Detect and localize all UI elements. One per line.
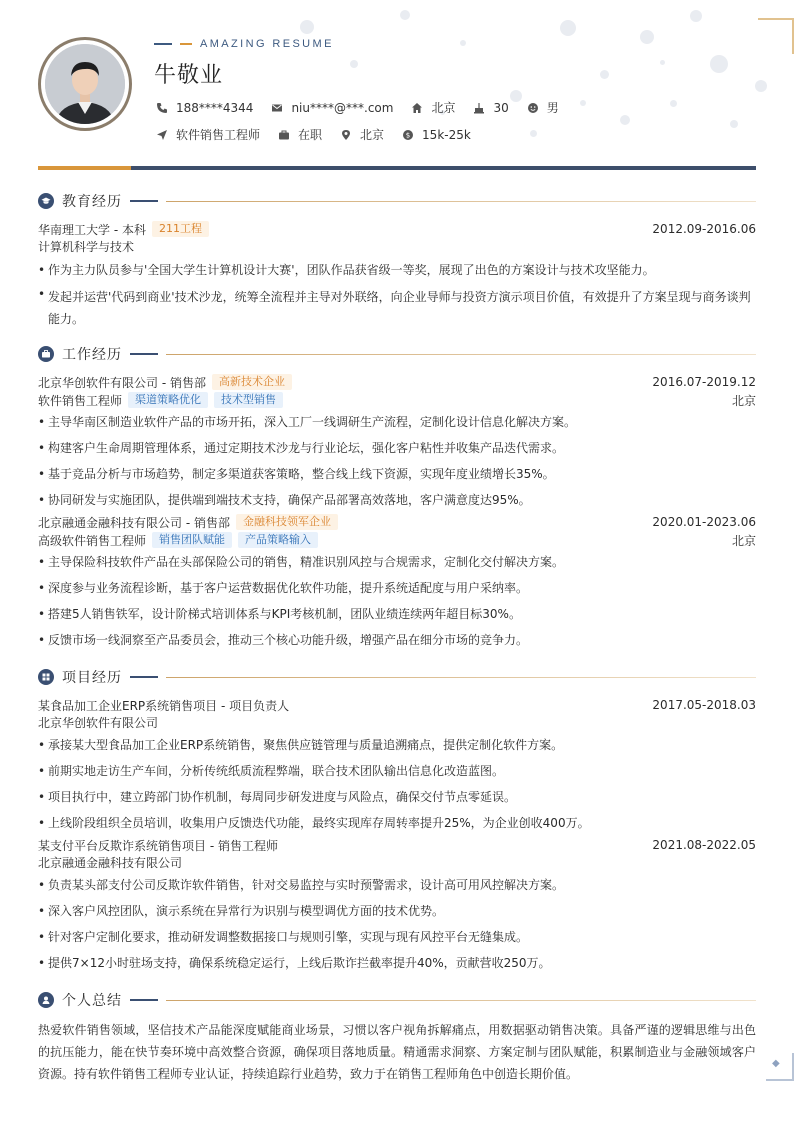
list-item: • 基于竞品分析与市场趋势，制定多渠道获客策略，整合线上线下资源，实现年度业绩增长35%。 (38, 461, 756, 487)
job-date: 2016.07-2019.12 (652, 375, 756, 389)
job-role: 高级软件销售工程师 (38, 533, 147, 548)
education-date: 2012.09-2016.06 (652, 222, 756, 236)
school-tag: 211工程 (152, 221, 209, 237)
tagline-text: AMAZING RESUME (200, 38, 334, 50)
avatar (45, 44, 125, 124)
contact-row (156, 99, 577, 116)
project-company: 北京华创软件有限公司 (38, 716, 159, 730)
section-header (38, 668, 756, 686)
phone-info (156, 101, 253, 115)
corner-decoration-bottom: ◆ (766, 1053, 794, 1081)
list-item: • 提供7×12小时驻场支持，确保系统稳定运行，上线后欺诈拦截率提升40%，贡献营收250万。 (38, 950, 756, 976)
company-name: 北京华创软件有限公司 - 销售部 (38, 375, 206, 390)
major: 计算机科学与技术 (38, 240, 135, 254)
email-info (271, 101, 393, 115)
gender-info (527, 99, 559, 116)
section-title: 教育经历 (62, 194, 122, 210)
phone-text: 188****4344 (176, 100, 254, 115)
job-city: 北京 (731, 533, 756, 548)
status-info (278, 126, 322, 143)
age-text: 30 (493, 100, 509, 115)
salary-info (402, 128, 471, 142)
location-pin-icon (340, 129, 352, 141)
role-tag: 产品策略输入 (238, 532, 318, 548)
list-item: • 主导保险科技软件产品在头部保险公司的销售，精准识别风控与合规需求，定制化交付解决方案。 (38, 549, 756, 575)
section-header (38, 192, 756, 210)
list-item: • 深入客户风控团队，演示系统在异常行为识别与模型调优方面的技术优势。 (38, 898, 756, 924)
job-entry (38, 513, 756, 653)
project-bullets (38, 732, 756, 836)
corner-decoration-top (758, 18, 794, 54)
project-name: 某支付平台反欺诈系统销售项目 - 销售工程师 (38, 838, 278, 853)
tagline (154, 38, 334, 50)
section-title: 工作经历 (62, 347, 122, 363)
resume-header (38, 36, 756, 156)
job-city: 北京 (731, 393, 756, 408)
project-entry (38, 836, 756, 976)
role-tag: 销售团队赋能 (152, 532, 232, 548)
position-text: 软件销售工程师 (176, 128, 261, 142)
job-role-row (38, 531, 756, 549)
company-tag: 高新技术企业 (212, 374, 292, 390)
list-item: • 反馈市场一线洞察至产品委员会，推动三个核心功能升级，增强产品在细分市场的竞争力。 (38, 627, 756, 653)
project-company: 北京融通金融科技有限公司 (38, 856, 183, 870)
job-entry (38, 373, 756, 513)
list-item: • 承接某大型食品加工企业ERP系统销售，聚焦供应链管理与质量追溯痛点，提供定制化软件方案。 (38, 732, 756, 758)
project-header (38, 836, 756, 854)
position-info (156, 126, 260, 143)
list-item: • 构建客户生命周期管理体系，通过定期技术沙龙与行业论坛，强化客户粘性并收集产品迭代需求。 (38, 435, 756, 461)
education-section (38, 192, 756, 330)
summary-section (38, 991, 756, 1085)
section-header (38, 991, 756, 1009)
job-date: 2020.01-2023.06 (652, 515, 756, 529)
section-header (38, 345, 756, 363)
job-header (38, 513, 756, 531)
job-header (38, 373, 756, 391)
list-item: • 主导华南区制造业软件产品的市场开拓，深入工厂一线调研生产流程，定制化设计信息化解决方案。 (38, 409, 756, 435)
list-item: • 针对客户定制化要求，推动研发调整数据接口与规则引擎，实现与现有风控平台无缝集成。 (38, 924, 756, 950)
job-role-row (38, 391, 756, 409)
education-row (38, 220, 756, 238)
candidate-name: 牛敬业 (154, 63, 224, 88)
list-item: • 协同研发与实施团队，提供端到端技术支持，确保产品部署高效落地，客户满意度达95%。 (38, 487, 756, 513)
job-role: 软件销售工程师 (38, 393, 123, 408)
project-entry (38, 696, 756, 836)
home-text: 北京 (431, 101, 456, 115)
company-name: 北京融通金融科技有限公司 - 销售部 (38, 515, 230, 530)
project-name: 某食品加工企业ERP系统销售项目 - 项目负责人 (38, 698, 290, 713)
role-tag: 渠道策略优化 (128, 392, 208, 408)
list-item: • 前期实地走访生产车间，分析传统纸质流程弊端，联合技术团队输出信息化改造蓝图。 (38, 758, 756, 784)
money-icon (402, 129, 414, 141)
project-date: 2017.05-2018.03 (652, 698, 756, 712)
list-item: • 深度参与业务流程诊断，基于客户运营数据优化软件功能，提升系统适配度与用户采纳率。 (38, 575, 756, 601)
gender-text: 男 (546, 101, 559, 115)
list-item: • 负责某头部支付公司反欺诈软件销售，针对交易监控与实时预警需求，设计高可用风控解决方案。 (38, 872, 756, 898)
location-info (340, 126, 384, 143)
phone-icon (156, 102, 168, 114)
list-item: • 发起并运营'代码到商业'技术沙龙，统筹全流程并主导对外联络，向企业导师与投资方演示项目价值，有效提升了方案呈现与商务谈判能力。 (38, 283, 756, 330)
status-text: 在职 (298, 128, 323, 142)
job-bullets (38, 549, 756, 653)
header-divider (38, 166, 756, 170)
location-text: 北京 (360, 128, 385, 142)
list-item: • 搭建5人销售铁军，设计阶梯式培训体系与KPI考核机制，团队业绩连续两年超目标30%。 (38, 601, 756, 627)
work-section (38, 345, 756, 653)
job-intent-row (156, 126, 489, 143)
user-icon (38, 992, 54, 1008)
svg-text:$: $ (405, 131, 411, 140)
list-item: • 上线阶段组织全员培训，收集用户反馈迭代功能，最终实现库存周转率提升25%，为企业创收400万。 (38, 810, 756, 836)
project-date: 2021.08-2022.05 (652, 838, 756, 852)
graduation-cap-icon (38, 193, 54, 209)
briefcase-icon (38, 346, 54, 362)
school-name: 华南理工大学 - 本科 (38, 222, 146, 237)
send-icon (156, 129, 168, 141)
home-icon (411, 102, 423, 114)
section-title: 个人总结 (62, 993, 122, 1009)
age-info (473, 101, 508, 115)
job-bullets (38, 409, 756, 513)
project-bullets (38, 872, 756, 976)
smiley-icon (527, 102, 539, 114)
salary-text: 15k-25k (422, 127, 471, 142)
section-title: 项目经历 (62, 670, 122, 686)
avatar-frame (38, 37, 132, 131)
project-header (38, 696, 756, 714)
cake-icon (473, 102, 485, 114)
summary-text: 热爱软件销售领域，坚信技术产品能深度赋能商业场景，习惯以客户视角拆解痛点，用数据驱动销售决策。具备严谨的逻辑思维与出色的抗压能力，能在快节奏环境中高效整合资源，确保项目落地质量。精通需求洞察、方案定制与团队赋能，积累制造业与金融领域客户资源。持有软件销售工程师专业认证，持续追踪行业趋势，致力于在销售工程师角色中创造长期价值。 (38, 1023, 756, 1081)
company-tag: 金融科技领军企业 (236, 514, 338, 530)
mail-icon (271, 102, 283, 114)
projects-section (38, 668, 756, 976)
email-text: niu****@***.com (291, 100, 394, 115)
role-tag: 技术型销售 (214, 392, 283, 408)
home-info (411, 99, 455, 116)
list-item: • 项目执行中，建立跨部门协作机制，每周同步研发进度与风险点，确保交付节点零延误。 (38, 784, 756, 810)
grid-icon (38, 669, 54, 685)
education-bullets (38, 257, 756, 330)
briefcase-icon (278, 129, 290, 141)
list-item: • 作为主力队员参与'全国大学生计算机设计大赛'，团队作品获省级一等奖，展现了出色的方案设计与技术攻坚能力。 (38, 257, 756, 283)
